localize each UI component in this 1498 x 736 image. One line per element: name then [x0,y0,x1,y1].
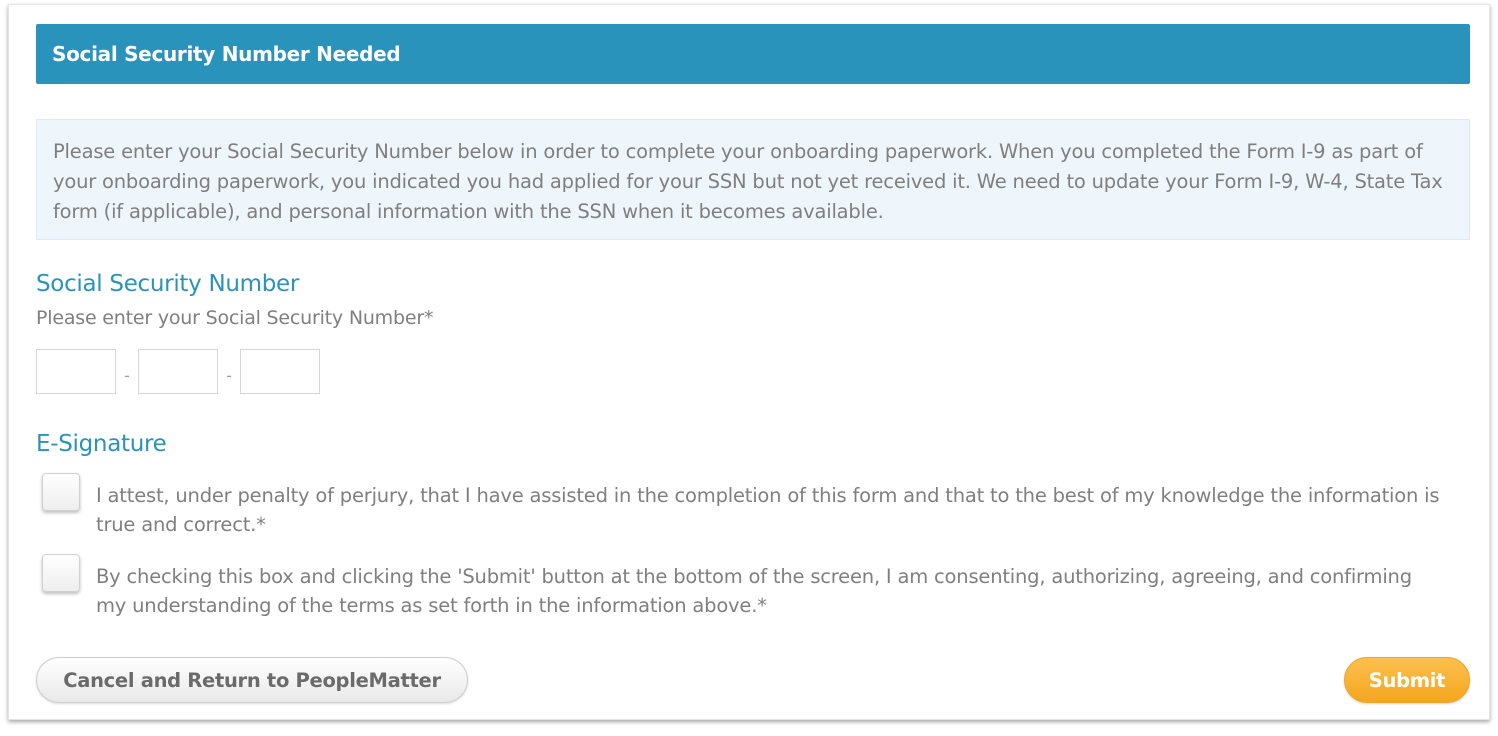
info-message-text: Please enter your Social Security Number below in order to complete your onboarding paperwork. When you completed the Form I-9 as part of your onboarding paperwork, you indicated you had applied for your SSN but not yet received it. We need to update your Form I-9, W-4, State Tax form (if applicable), and personal information with the SSN when it becomes available. [53,140,1443,223]
ssn-input-group [36,348,320,395]
ssn-part3-input[interactable] [240,349,320,394]
ssn-part2-input[interactable] [138,349,218,394]
info-message-box [36,119,1470,240]
ssn-field-label: Please enter your Social Security Number* [36,307,434,329]
ssn-form-card [8,4,1490,720]
header-bar [36,24,1470,84]
ssn-part1-input[interactable] [36,349,116,394]
submit-button[interactable]: Submit [1344,657,1470,703]
esignature-section-heading: E-Signature [36,431,167,457]
attest-checkbox[interactable] [42,473,80,511]
consent-label: By checking this box and clicking the 'Submit' button at the bottom of the screen, I am consenting, authorizing, agreeing, and confirming my understanding of the terms as set forth in the information above.* [96,565,1412,617]
ssn-separator: - [124,366,130,385]
attest-label: I attest, under penalty of perjury, that I have assisted in the completion of this form and that to the best of my knowledge the information is true and correct.* [96,484,1440,536]
cancel-button[interactable]: Cancel and Return to PeopleMatter [36,657,468,703]
ssn-separator: - [226,366,232,385]
attest-row [42,473,1441,539]
consent-checkbox[interactable] [42,554,80,592]
page-title: Social Security Number Needed [52,42,401,66]
ssn-section-heading: Social Security Number [36,271,300,297]
consent-row [42,554,1441,620]
